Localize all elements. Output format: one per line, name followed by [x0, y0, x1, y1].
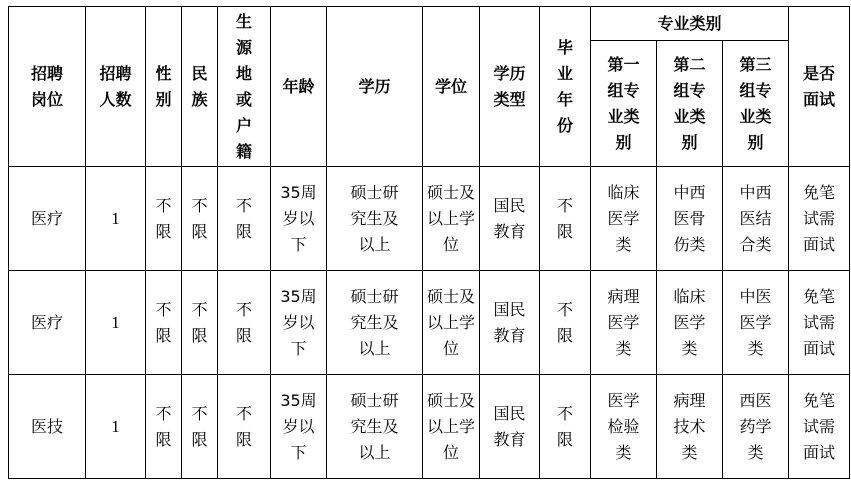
cell-degree: 硕士及以上学位 [423, 167, 480, 271]
cell-interview: 免笔试需面试 [789, 271, 850, 375]
cell-count: 1 [86, 375, 146, 479]
header-major-category: 专业类别 [591, 7, 789, 41]
cell-count: 1 [86, 167, 146, 271]
cell-position: 医技 [9, 375, 86, 479]
cell-group2: 中西医骨伤类 [657, 167, 723, 271]
header-origin: 生源地或户籍 [218, 7, 271, 167]
cell-grad-year: 不限 [540, 271, 591, 375]
cell-age: 35周岁以下 [271, 167, 327, 271]
cell-gender: 不限 [146, 167, 182, 271]
cell-age: 35周岁以下 [271, 271, 327, 375]
cell-grad-year: 不限 [540, 167, 591, 271]
header-education: 学历 [327, 7, 423, 167]
cell-ethnicity: 不限 [182, 167, 218, 271]
header-age: 年龄 [271, 7, 327, 167]
header-group3: 第三组专业类别 [723, 41, 789, 167]
cell-group3: 中医医学类 [723, 271, 789, 375]
cell-group3: 中西医结合类 [723, 167, 789, 271]
cell-position: 医疗 [9, 271, 86, 375]
cell-count: 1 [86, 271, 146, 375]
header-grad-year: 毕业年份 [540, 7, 591, 167]
header-group2: 第二组专业类别 [657, 41, 723, 167]
cell-group3: 西医药学类 [723, 375, 789, 479]
header-position: 招聘岗位 [9, 7, 86, 167]
cell-edu-type: 国民教育 [480, 271, 540, 375]
cell-position: 医疗 [9, 167, 86, 271]
cell-origin: 不限 [218, 375, 271, 479]
cell-education: 硕士研究生及以上 [327, 167, 423, 271]
cell-education: 硕士研究生及以上 [327, 375, 423, 479]
cell-degree: 硕士及以上学位 [423, 271, 480, 375]
cell-education: 硕士研究生及以上 [327, 271, 423, 375]
header-edu-type: 学历类型 [480, 7, 540, 167]
header-group1: 第一组专业类别 [591, 41, 657, 167]
table-row [9, 271, 850, 375]
cell-gender: 不限 [146, 271, 182, 375]
cell-group2: 临床医学类 [657, 271, 723, 375]
cell-degree: 硕士及以上学位 [423, 375, 480, 479]
table-row [9, 375, 850, 479]
cell-group2: 病理技术类 [657, 375, 723, 479]
cell-edu-type: 国民教育 [480, 167, 540, 271]
header-gender: 性别 [146, 7, 182, 167]
cell-origin: 不限 [218, 271, 271, 375]
cell-group1: 病理医学类 [591, 271, 657, 375]
cell-age: 35周岁以下 [271, 375, 327, 479]
cell-interview: 免笔试需面试 [789, 375, 850, 479]
cell-group1: 医学检验类 [591, 375, 657, 479]
cell-ethnicity: 不限 [182, 375, 218, 479]
header-degree: 学位 [423, 7, 480, 167]
cell-grad-year: 不限 [540, 375, 591, 479]
header-ethnicity: 民族 [182, 7, 218, 167]
header-interview: 是否面试 [789, 7, 850, 167]
cell-ethnicity: 不限 [182, 271, 218, 375]
cell-group1: 临床医学类 [591, 167, 657, 271]
cell-interview: 免笔试需面试 [789, 167, 850, 271]
header-count: 招聘人数 [86, 7, 146, 167]
recruitment-table [8, 6, 850, 479]
cell-edu-type: 国民教育 [480, 375, 540, 479]
table-row [9, 167, 850, 271]
cell-gender: 不限 [146, 375, 182, 479]
cell-origin: 不限 [218, 167, 271, 271]
